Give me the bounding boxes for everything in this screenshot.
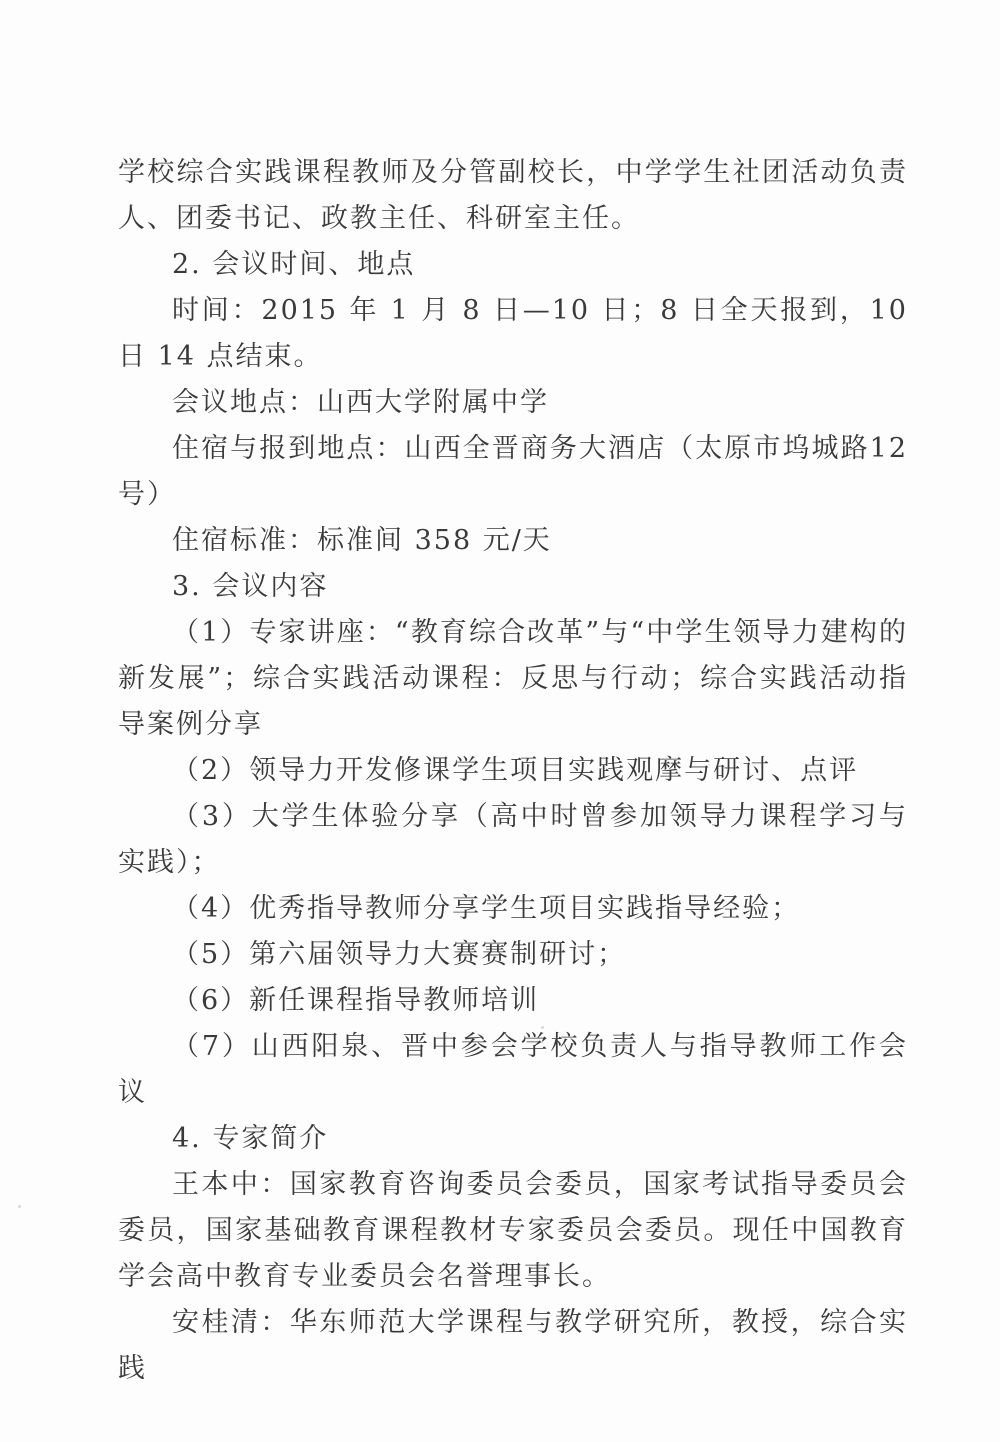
list-item-content-7: （7）山西阳泉、晋中参会学校负责人与指导教师工作会议	[118, 1031, 908, 1108]
section-heading-meeting-content: 3. 会议内容	[172, 571, 329, 602]
list-item-content-4: （4）优秀指导教师分享学生项目实践指导经验；	[172, 893, 801, 924]
paragraph-accommodation-location: 住宿与报到地点：山西全晋商务大酒店（太原市坞城路12号）	[118, 433, 908, 510]
list-item-content-2: （2）领导力开发修课学生项目实践观摩与研讨、点评	[172, 755, 859, 786]
paragraph-expert-an: 安桂清：华东师范大学课程与教学研究所，教授，综合实践	[118, 1307, 908, 1384]
document-body	[118, 150, 908, 1392]
list-item-content-3: （3）大学生体验分享（高中时曾参加领导力课程学习与实践）；	[118, 801, 908, 878]
paragraph-accommodation-standard: 住宿标准：标准间 358 元/天	[172, 525, 552, 556]
scan-speck	[18, 1205, 21, 1208]
list-item-content-1: （1）专家讲座：“教育综合改革”与“中学生领导力建构的新发展”；综合实践活动课程：反思与行动；综合实践活动指导案例分享	[118, 617, 908, 740]
paragraph-meeting-location: 会议地点：山西大学附属中学	[172, 387, 549, 418]
section-heading-time-place: 2. 会议时间、地点	[172, 249, 416, 280]
paragraph-expert-wang: 王本中：国家教育咨询委员会委员，国家考试指导委员会委员，国家基础教育课程教材专家委员会委员。现任中国教育学会高中教育专业委员会名誉理事长。	[118, 1169, 908, 1292]
paragraph-meeting-time: 时间：2015 年 1 月 8 日—10 日；8 日全天报到，10 日 14 点结束。	[118, 295, 908, 372]
list-item-content-5: （5）第六届领导力大赛赛制研讨；	[172, 939, 627, 970]
list-item-content-6: （6）新任课程指导教师培训	[172, 985, 540, 1016]
section-heading-expert-profiles: 4. 专家简介	[172, 1123, 329, 1154]
paragraph-attendees-continued: 学校综合实践课程教师及分管副校长，中学学生社团活动负责人、团委书记、政教主任、科研室主任。	[118, 157, 908, 234]
